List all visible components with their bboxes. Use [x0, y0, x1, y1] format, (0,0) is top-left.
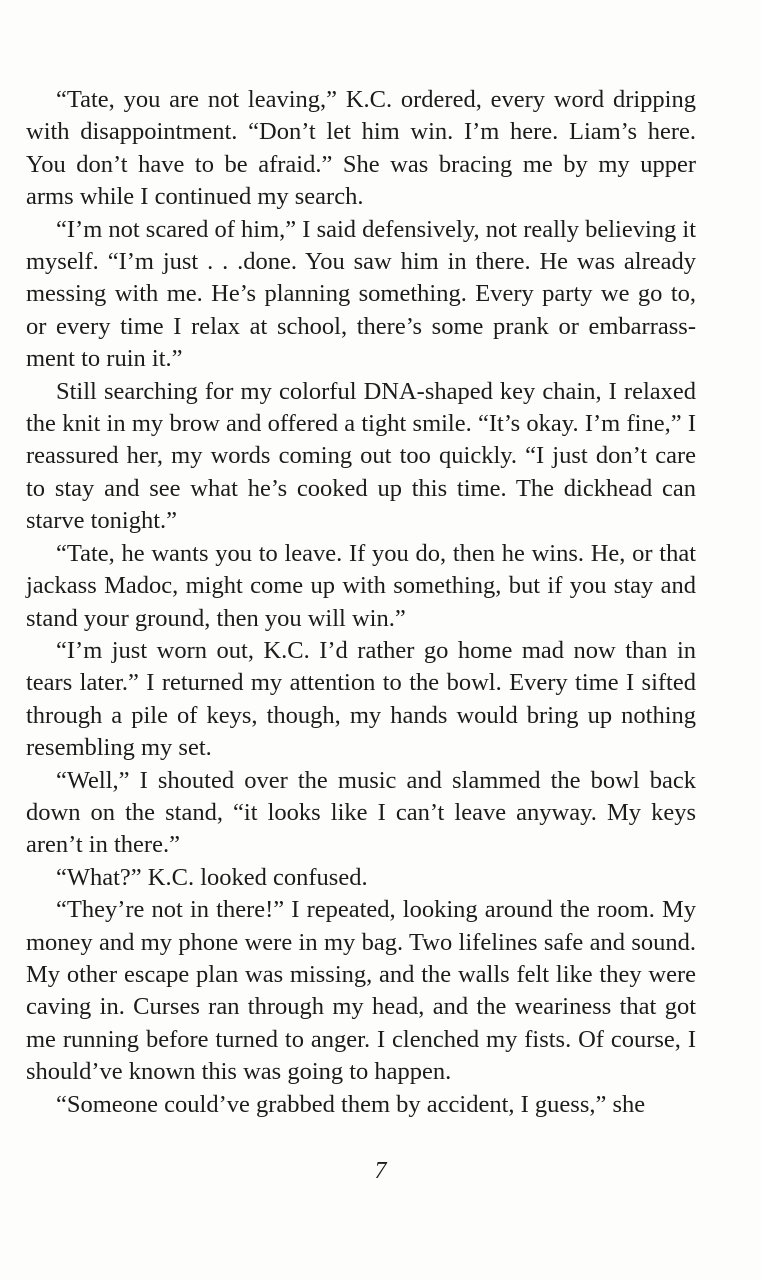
body-text: [26, 84, 696, 1121]
paragraph: Still searching for my colorful DNA-shaped key chain, I relaxed the knit in my brow and offered a tight smile. “It’s okay. I’m fine,” I reassured her, my words coming out too quickly. “I just don’t care to stay and see what he’s cooked up this time. The dickhead can starve tonight.”: [26, 377, 696, 535]
paragraph: “I’m just worn out, K.C. I’d rather go home mad now than in tears later.” I returned my attention to the bowl. Every time I sifted through a pile of keys, though, my hands would bring up nothing resembling my set.: [26, 636, 696, 762]
paragraph: “I’m not scared of him,” I said defensively, not really believing it myself. “I’m just . . .done. You saw him in there. He was already messing with me. He’s planning something. Every party we go to, or every time I relax at school, there’s some prank or embarrassment to ruin it.”: [26, 215, 696, 373]
paragraph: “What?” K.C. looked confused.: [56, 863, 368, 891]
paragraph: “Well,” I shouted over the music and slammed the bowl back down on the stand, “it looks like I can’t leave anyway. My keys aren’t in there.”: [26, 766, 696, 859]
page-number: 7: [374, 1158, 387, 1184]
paragraph: “Tate, he wants you to leave. If you do, then he wins. He, or that jackass Madoc, might come up with something, but if you stay and stand your ground, then you will win.”: [26, 539, 696, 632]
paragraph: “They’re not in there!” I repeated, looking around the room. My money and my phone were in my bag. Two lifelines safe and sound. My other escape plan was missing, and the walls felt like they were caving in. Curses ran through my head, and the weariness that got me running before turned to anger. I clenched my fists. Of course, I should’ve known this was going to happen.: [26, 896, 696, 1086]
paragraph: “Tate, you are not leaving,” K.C. ordered, every word dripping with disappointment. “Don’t let him win. I’m here. Liam’s here. You don’t have to be afraid.” She was bracing me by my upper arms while I continued my search.: [26, 86, 696, 211]
paragraph-continuation: “Someone could’ve grabbed them by accident, I guess,” she: [56, 1090, 646, 1118]
